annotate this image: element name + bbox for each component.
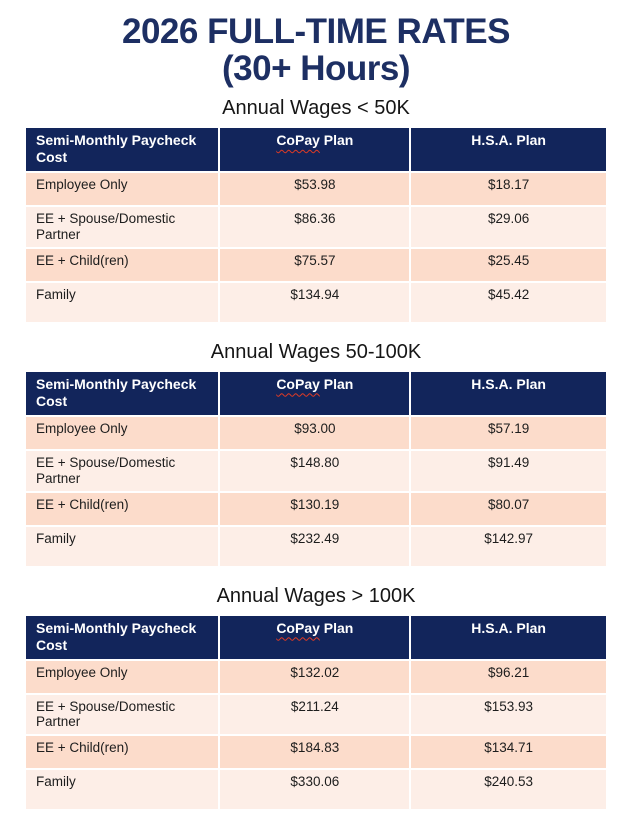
row-label-cell: Family (26, 770, 218, 809)
copay-value-cell: $232.49 (220, 527, 409, 566)
table-row (26, 770, 606, 809)
copay-word-suffix: Plan (323, 619, 354, 636)
hsa-value-cell: $29.06 (411, 207, 606, 247)
hsa-value-cell: $240.53 (411, 770, 606, 809)
row-label-cell: EE + Spouse/Domestic Partner (26, 695, 218, 735)
row-label-cell: Employee Only (26, 661, 218, 693)
row-label-cell: Employee Only (26, 417, 218, 449)
col-header-copay-plan (220, 372, 409, 415)
rates-section-50-100k (24, 339, 608, 568)
hsa-value-cell: $153.93 (411, 695, 606, 735)
col-header-paycheck-cost: Semi-Monthly Paycheck Cost (26, 128, 218, 171)
copay-misspelled-word: CoPay (276, 619, 320, 636)
hsa-value-cell: $57.19 (411, 417, 606, 449)
col-header-paycheck-cost: Semi-Monthly Paycheck Cost (26, 616, 218, 659)
copay-value-cell: $93.00 (220, 417, 409, 449)
table-row (26, 283, 606, 322)
row-label-cell: EE + Spouse/Domestic Partner (26, 451, 218, 491)
table-row (26, 417, 606, 449)
table-header-row (26, 372, 606, 415)
col-header-copay-plan (220, 128, 409, 171)
table-header-row (26, 616, 606, 659)
row-label-cell: EE + Child(ren) (26, 736, 218, 768)
copay-misspelled-word: CoPay (276, 131, 320, 148)
table-row (26, 249, 606, 281)
hsa-value-cell: $142.97 (411, 527, 606, 566)
rates-table-under-50k (24, 126, 608, 324)
table-row (26, 207, 606, 247)
copay-value-cell: $211.24 (220, 695, 409, 735)
row-label-cell: EE + Child(ren) (26, 493, 218, 525)
copay-value-cell: $184.83 (220, 736, 409, 768)
row-label-cell: Employee Only (26, 173, 218, 205)
col-header-hsa-plan: H.S.A. Plan (411, 128, 606, 171)
hsa-value-cell: $80.07 (411, 493, 606, 525)
section-subtitle: Annual Wages > 100K (216, 584, 416, 607)
section-subtitle: Annual Wages < 50K (222, 96, 410, 119)
row-label-cell: Family (26, 283, 218, 322)
rates-section-over-100k (24, 583, 608, 812)
table-row (26, 736, 606, 768)
col-header-copay-plan (220, 616, 409, 659)
page-title-line2: (30+ Hours) (221, 49, 411, 89)
copay-word-suffix: Plan (323, 131, 354, 148)
table-header-row (26, 128, 606, 171)
table-row (26, 527, 606, 566)
col-header-paycheck-cost: Semi-Monthly Paycheck Cost (26, 372, 218, 415)
page-title-line1: 2026 FULL-TIME RATES (121, 12, 510, 51)
row-label-cell: EE + Child(ren) (26, 249, 218, 281)
rates-table-50-100k (24, 370, 608, 568)
copay-value-cell: $330.06 (220, 770, 409, 809)
col-header-hsa-plan: H.S.A. Plan (411, 616, 606, 659)
section-subtitle: Annual Wages 50-100K (210, 340, 422, 363)
row-label-cell: EE + Spouse/Domestic Partner (26, 207, 218, 247)
copay-value-cell: $75.57 (220, 249, 409, 281)
table-row (26, 451, 606, 491)
table-row (26, 493, 606, 525)
rates-section-under-50k (24, 95, 608, 324)
table-row (26, 695, 606, 735)
hsa-value-cell: $18.17 (411, 173, 606, 205)
hsa-value-cell: $25.45 (411, 249, 606, 281)
hsa-value-cell: $96.21 (411, 661, 606, 693)
copay-value-cell: $130.19 (220, 493, 409, 525)
copay-word-suffix: Plan (323, 375, 354, 392)
copay-misspelled-word: CoPay (276, 375, 320, 392)
copay-value-cell: $53.98 (220, 173, 409, 205)
hsa-value-cell: $134.71 (411, 736, 606, 768)
col-header-hsa-plan: H.S.A. Plan (411, 372, 606, 415)
copay-value-cell: $86.36 (220, 207, 409, 247)
copay-value-cell: $134.94 (220, 283, 409, 322)
copay-value-cell: $132.02 (220, 661, 409, 693)
row-label-cell: Family (26, 527, 218, 566)
copay-value-cell: $148.80 (220, 451, 409, 491)
page-title (24, 13, 608, 88)
table-row (26, 173, 606, 205)
rates-table-over-100k (24, 614, 608, 812)
table-row (26, 661, 606, 693)
hsa-value-cell: $45.42 (411, 283, 606, 322)
hsa-value-cell: $91.49 (411, 451, 606, 491)
